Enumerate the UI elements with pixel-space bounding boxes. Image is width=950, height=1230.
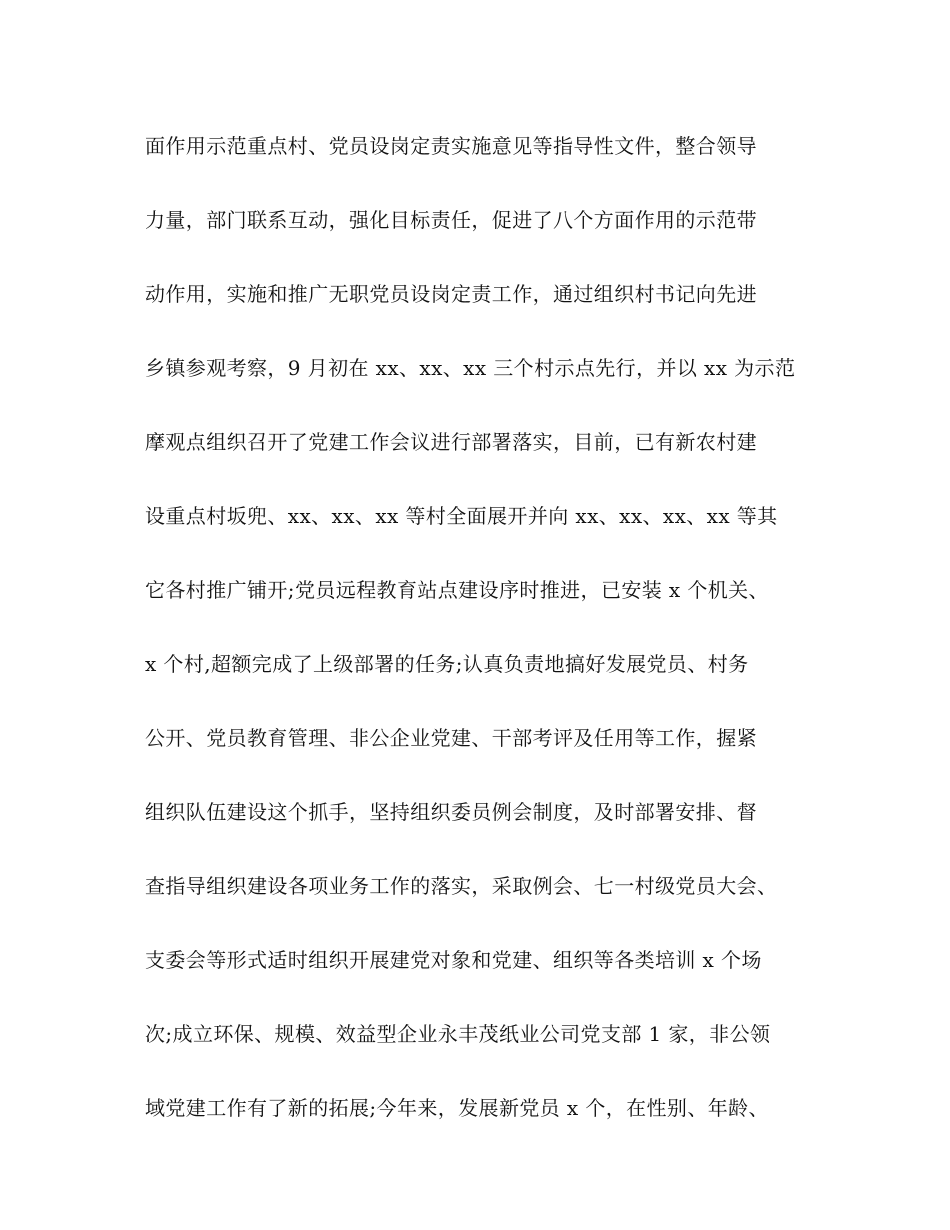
text-line: 域党建工作有了新的拓展;今年来，发展新党员 x 个，在性别、年龄、 — [145, 1096, 769, 1120]
text-line: 力量，部门联系互动，强化目标责任，促进了八个方面作用的示范带 — [145, 208, 757, 232]
text-line: 摩观点组织召开了党建工作会议进行部署落实，目前，已有新农村建 — [145, 430, 757, 454]
text-line: 公开、党员教育管理、非公企业党建、干部考评及任用等工作，握紧 — [145, 726, 757, 750]
text-line: 乡镇参观考察，9 月初在 xx、xx、xx 三个村示点先行，并以 xx 为示范 — [145, 356, 796, 380]
text-line: 它各村推广铺开;党员远程教育站点建设序时推进，已安装 x 个机关、 — [145, 578, 769, 602]
text-line: 动作用，实施和推广无职党员设岗定责工作，通过组织村书记向先进 — [145, 282, 757, 306]
text-line: 面作用示范重点村、党员设岗定责实施意见等指导性文件，整合领导 — [145, 134, 757, 158]
body-paragraph — [145, 122, 845, 1158]
text-line: 设重点村坂兜、xx、xx、xx 等村全面展开并向 xx、xx、xx、xx 等其 — [145, 504, 778, 528]
text-line: 支委会等形式适时组织开展建党对象和党建、组织等各类培训 x 个场 — [145, 948, 762, 972]
text-line: 组织队伍建设这个抓手，坚持组织委员例会制度，及时部署安排、督 — [145, 800, 757, 824]
text-line: 查指导组织建设各项业务工作的落实，采取例会、七一村级党员大会、 — [145, 874, 778, 898]
text-line: x 个村,超额完成了上级部署的任务;认真负责地搞好发展党员、村务 — [145, 652, 749, 676]
text-line: 次;成立环保、规模、效益型企业永丰茂纸业公司党支部 1 家，非公领 — [145, 1022, 771, 1046]
